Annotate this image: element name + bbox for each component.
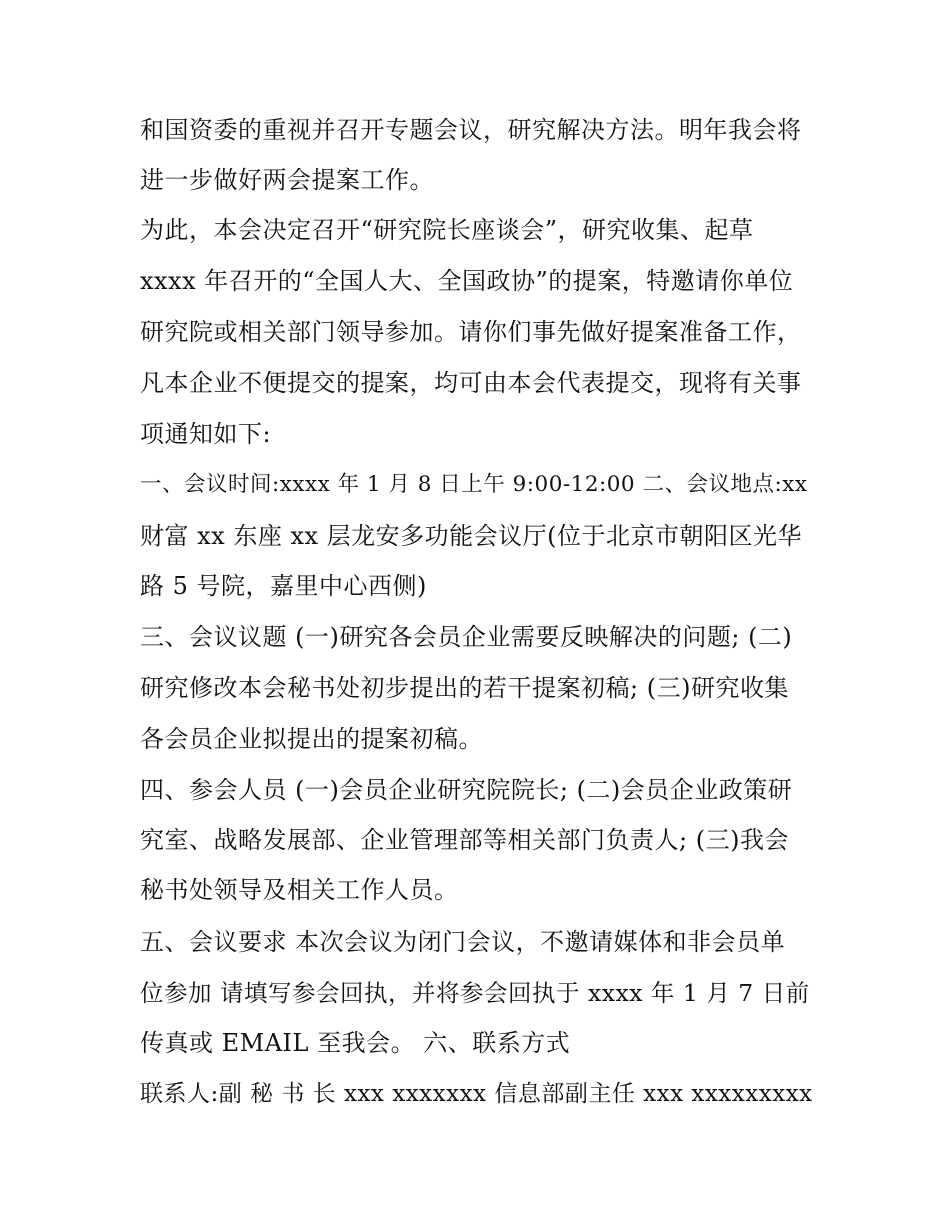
text-line: 进一步做好两会提案工作。: [140, 166, 434, 194]
text-line: 凡本企业不便提交的提案，均可由本会代表提交，现将有关事: [140, 369, 802, 397]
text-line: 各会员企业拟提出的提案初稿。: [140, 725, 483, 753]
text-line: 和国资委的重视并召开专题会议，研究解决方法。明年我会将: [140, 116, 802, 144]
text-line: 四、参会人员 (一)会员企业研究院院长; (二)会员企业政策研: [140, 776, 793, 804]
text-line: 一、会议时间:xxxx 年 1 月 8 日上午 9:00-12:00 二、会议地点:xx: [140, 472, 808, 497]
text-line: 研究院或相关部门领导参加。请你们事先做好提案准备工作，: [140, 318, 802, 346]
text-line: 五、会议要求 本次会议为闭门会议，不邀请媒体和非会员单: [140, 928, 786, 956]
text-line: 路 5 号院，嘉里中心西侧): [140, 572, 427, 600]
text-line: 财富 xx 东座 xx 层龙安多功能会议厅(位于北京市朝阳区光华: [140, 522, 803, 550]
text-line: 为此，本会决定召开“研究院长座谈会”，研究收集、起草: [140, 216, 754, 244]
text-line: 三、会议议题 (一)研究各会员企业需要反映解决的问题; (二): [140, 623, 793, 651]
text-line: xxxx 年召开的“全国人大、全国政协”的提案，特邀请你单位: [140, 267, 794, 295]
text-line: 项通知如下:: [140, 420, 272, 448]
text-line: 传真或 EMAIL 至我会。 六、联系方式: [140, 1029, 571, 1057]
text-line: 秘书处领导及相关工作人员。: [140, 876, 459, 904]
text-line: 究室、战略发展部、企业管理部等相关部门负责人; (三)我会: [140, 826, 789, 854]
text-line: 研究修改本会秘书处初步提出的若干提案初稿; (三)研究收集: [140, 674, 789, 702]
text-line: 位参加 请填写参会回执，并将参会回执于 xxxx 年 1 月 7 日前: [140, 979, 810, 1007]
text-line: 联系人:副 秘 书 长 xxx xxxxxxx 信息部副主任 xxx xxxxxxxxx: [140, 1081, 813, 1107]
